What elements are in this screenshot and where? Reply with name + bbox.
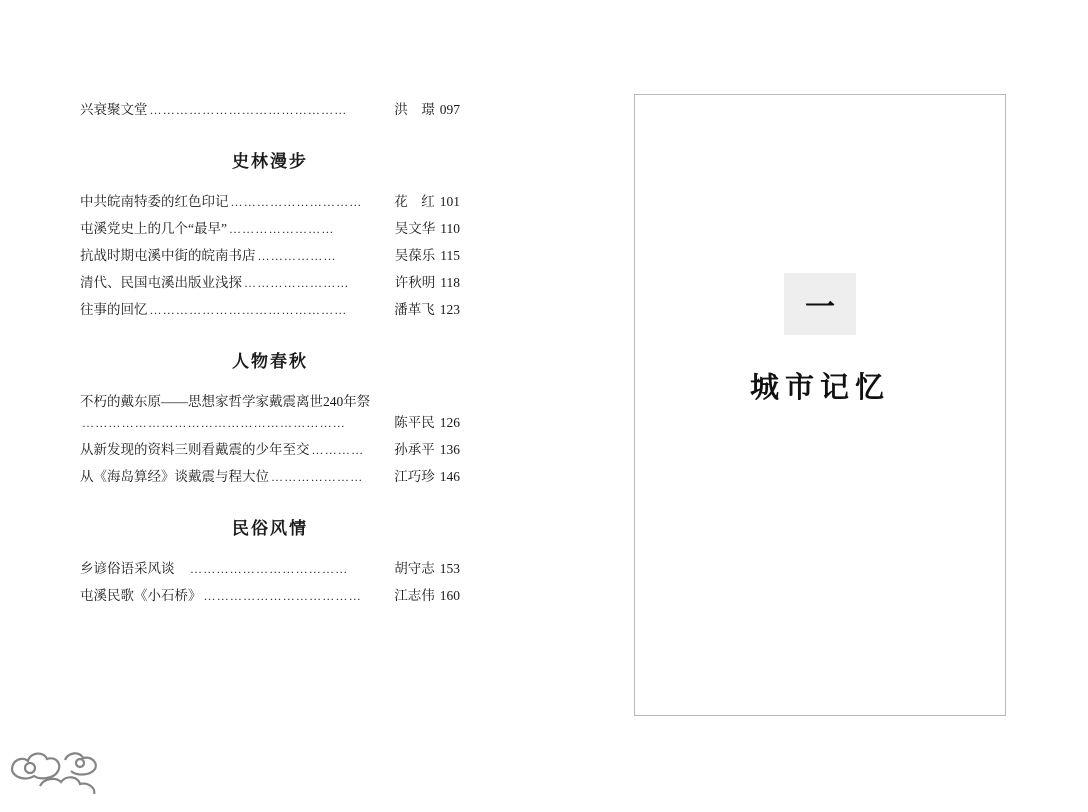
toc-entry-page: 146 xyxy=(439,469,460,485)
toc-leader-dots: ………… xyxy=(311,443,365,458)
toc-leader-dots: ……………………………… xyxy=(190,562,349,577)
toc-leader-dots: …………………… xyxy=(244,275,350,290)
toc-entry-page: 118 xyxy=(440,274,460,290)
toc-entry-title: 往事的回忆 xyxy=(80,301,148,317)
toc-entry-title: 从《海岛算经》谈戴震与程大位 xyxy=(80,469,269,485)
toc-entry-page: 126 xyxy=(439,415,460,431)
toc-entry-author: 江志伟 xyxy=(394,588,435,604)
cloud-ornament-icon xyxy=(10,730,102,794)
toc-entry-page: 153 xyxy=(439,561,460,577)
toc-entry-author: 胡守志 xyxy=(394,561,435,577)
toc-entry-author: 花 红 xyxy=(394,193,435,209)
toc-entry xyxy=(80,219,460,240)
toc-entry-author: 洪 璟 xyxy=(394,102,435,117)
toc-leader-dots: …………………………………………………… xyxy=(82,416,346,431)
toc-entry-title: 从新发现的资料三则看戴震的少年至交 xyxy=(80,442,310,458)
toc-entry-page: 097 xyxy=(439,102,460,117)
toc-entry xyxy=(80,392,460,435)
section-divider-page xyxy=(634,94,1006,716)
toc-entry-title: 中共皖南特委的红色印记 xyxy=(80,193,229,209)
toc-entry-title: 乡谚俗语采风谈 xyxy=(80,561,188,577)
toc-entry-page: 101 xyxy=(439,193,460,209)
toc-entry-page: 110 xyxy=(440,220,460,236)
toc-entry-page: 123 xyxy=(439,301,460,317)
toc-entry-page: 115 xyxy=(440,247,460,263)
toc-entry-author: 吴文华 xyxy=(394,220,436,236)
toc-leader-dots: ………………………… xyxy=(230,194,363,209)
toc-section-heading: 人物春秋 xyxy=(232,351,308,371)
toc-leader-dots: ……………………………………… xyxy=(149,302,348,317)
toc-entry-page: 136 xyxy=(439,442,460,458)
table-of-contents xyxy=(80,100,460,613)
toc-entry-author: 潘革飞 xyxy=(394,301,435,317)
toc-entry xyxy=(80,192,460,213)
section-title: 城市记忆 xyxy=(749,372,890,404)
toc-entry-author: 孙承平 xyxy=(394,442,435,458)
toc-entry-author: 许秋明 xyxy=(394,274,436,290)
toc-entry xyxy=(80,559,460,580)
toc-entry xyxy=(80,300,460,321)
toc-entry-page: 160 xyxy=(439,588,460,604)
toc-entry-title: 不朽的戴东原——思想家哲学家戴震离世240年祭 xyxy=(80,393,371,409)
toc-entry-author: 陈平民 xyxy=(394,415,435,431)
toc-entry-line xyxy=(80,392,460,413)
toc-section-heading: 民俗风情 xyxy=(232,519,308,539)
toc-entry-title: 兴衰聚文堂 xyxy=(80,102,148,117)
toc-leader-dots: …………………… xyxy=(228,221,335,236)
toc-entry-title: 屯溪民歌《小石桥》 xyxy=(80,588,202,604)
section-number-box: 一 xyxy=(784,273,856,335)
toc-entry xyxy=(80,246,460,267)
toc-entry xyxy=(80,467,460,488)
toc-entry xyxy=(80,440,460,461)
toc-entry-title: 抗战时期屯溪中街的皖南书店 xyxy=(80,247,256,263)
toc-entry-author: 江巧珍 xyxy=(394,469,435,485)
toc-leader-dots: ……………… xyxy=(257,248,337,263)
toc-entry-line xyxy=(80,413,460,434)
toc-leader-dots: ……………………………… xyxy=(203,589,362,604)
toc-entry-title: 清代、民国屯溪出版业浅探 xyxy=(80,274,242,290)
toc-leader-dots: ………………… xyxy=(271,470,364,485)
toc-leader-dots: ……………………………………… xyxy=(149,103,348,117)
toc-section-heading: 史林漫步 xyxy=(232,151,308,171)
toc-entry-author: 吴葆乐 xyxy=(394,247,436,263)
toc-entry xyxy=(80,100,460,121)
toc-entry xyxy=(80,586,460,607)
toc-entry-title: 屯溪党史上的几个“最早” xyxy=(80,220,227,236)
section-divider-content xyxy=(635,273,1005,406)
toc-entry xyxy=(80,273,460,294)
